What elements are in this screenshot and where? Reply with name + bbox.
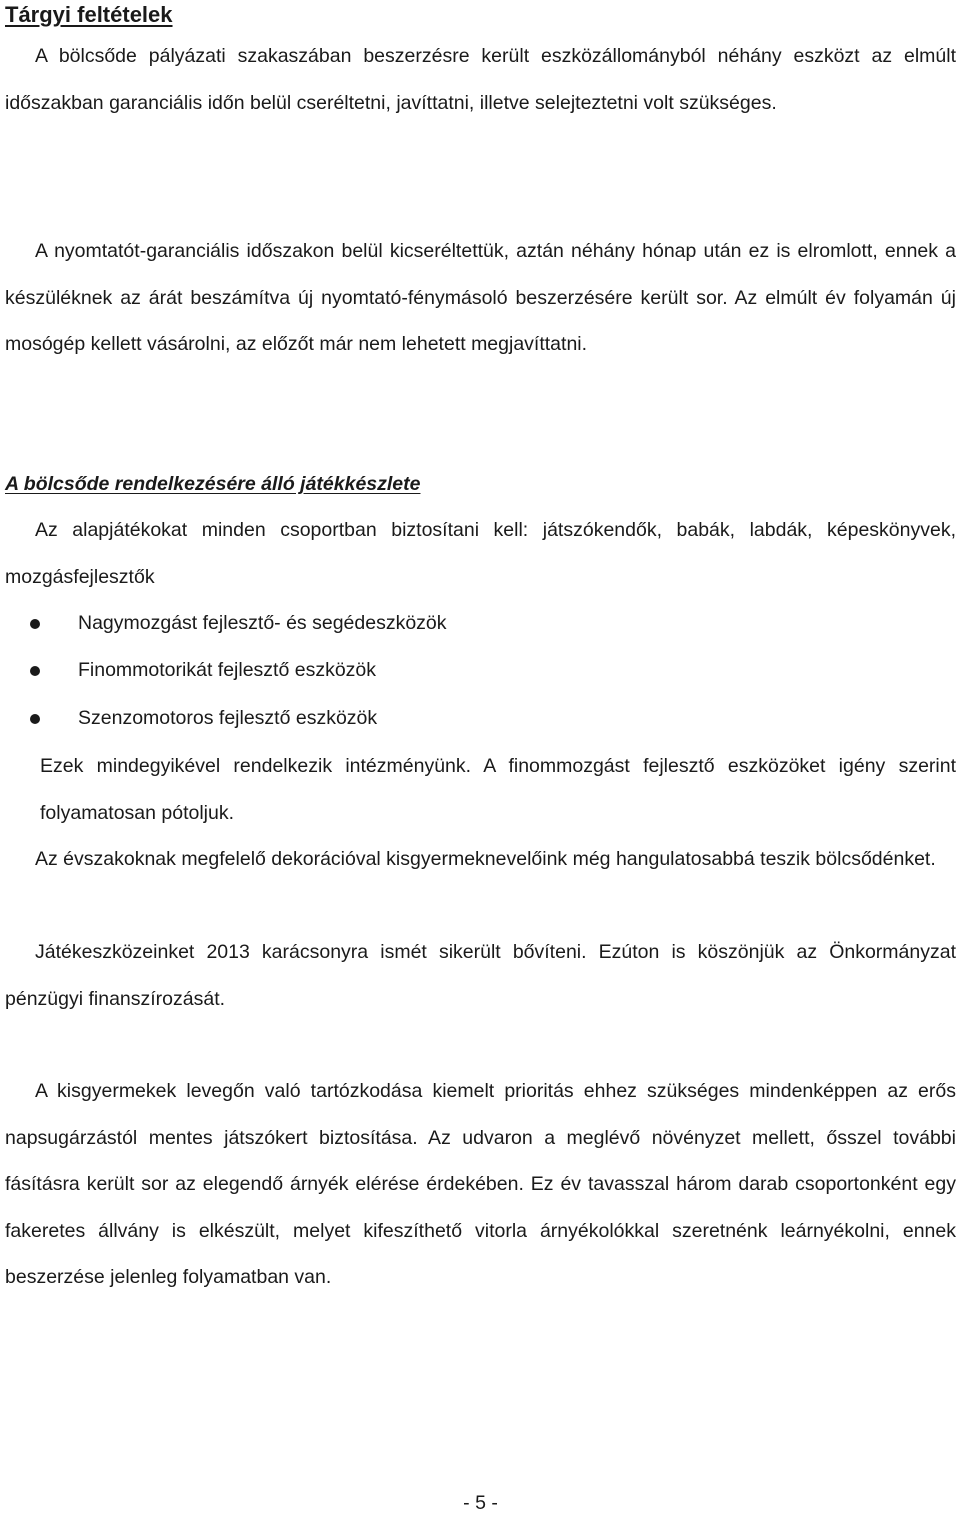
paragraph-printer-washing-machine: A nyomtatót-garanciális időszakon belül kicseréltettük, aztán néhány hónap után ez is elromlott, ennek a készüléknek az árát beszámítva új nyomtató-fénymásoló beszerzésére került sor. Az elmúlt év folyamán új mosógép kellett vásárolni, az előzőt már nem lehetett megjavíttatni. [5, 240, 956, 355]
list-item [5, 695, 905, 742]
paragraph-basic-toys: Az alapjátékokat minden csoportban biztosítani kell: játszókendők, babák, labdák, képeskönyvek, mozgásfejlesztők [5, 519, 956, 588]
list-item [5, 647, 905, 694]
list-item-label: Szenzomotoros fejlesztő eszközök [78, 706, 378, 729]
paragraph-seasonal-decoration: Az évszakoknak megfelelő dekorációval kisgyermeknevelőink még hangulatosabbá teszik bölcsődénket. [35, 848, 936, 870]
list-item [5, 600, 905, 647]
bullet-icon [30, 714, 40, 724]
paragraph-equipment-replacement: A bölcsőde pályázati szakaszában beszerzésre került eszközállományból néhány eszközt az elmúlt időszakban garanciális időn belül cseréltetni, javíttatni, illetve selejteztetni volt szükséges. [5, 45, 956, 114]
paragraph-playground-shade: A kisgyermekek levegőn való tartózkodása kiemelt prioritás ehhez szükséges mindenképpen az erős napsugárzástól mentes játszókert biztosítása. Az udvaron a meglévő növényzet mellett, ősszel további fásításra került sor az elegendő árnyék elérése érdekében. Ez év tavasszal három darab csoportonként egy fakeretes állvány is elkészült, melyet kifeszíthető vitorla árnyékolókkal szeretnénk leárnyékolni, ennek beszerzése jelenleg folyamatban van. [5, 1080, 956, 1288]
paragraph-fine-motor-tools: Ezek mindegyikével rendelkezik intézményünk. A finommozgást fejlesztő eszközöket igény szerint folyamatosan pótoljuk. [40, 755, 956, 824]
page-number: - 5 - [463, 1492, 498, 1514]
paragraph-christmas-toys: Játékeszközeinket 2013 karácsonyra ismét sikerült bővíteni. Ezúton is köszönjük az Önkormányzat pénzügyi finanszírozását. [5, 941, 956, 1010]
list-item-label: Finommotorikát fejlesztő eszközök [78, 659, 377, 682]
section-heading: Tárgyi feltételek [5, 2, 173, 27]
list-item-label: Nagymozgást fejlesztő- és segédeszközök [78, 612, 447, 634]
subheading-toy-inventory: A bölcsőde rendelkezésére álló játékkészlete [5, 473, 421, 495]
bullet-icon [30, 619, 40, 629]
bullet-list-developmental-tools [5, 600, 905, 742]
bullet-icon [30, 666, 40, 676]
document-page [5, 0, 956, 1515]
